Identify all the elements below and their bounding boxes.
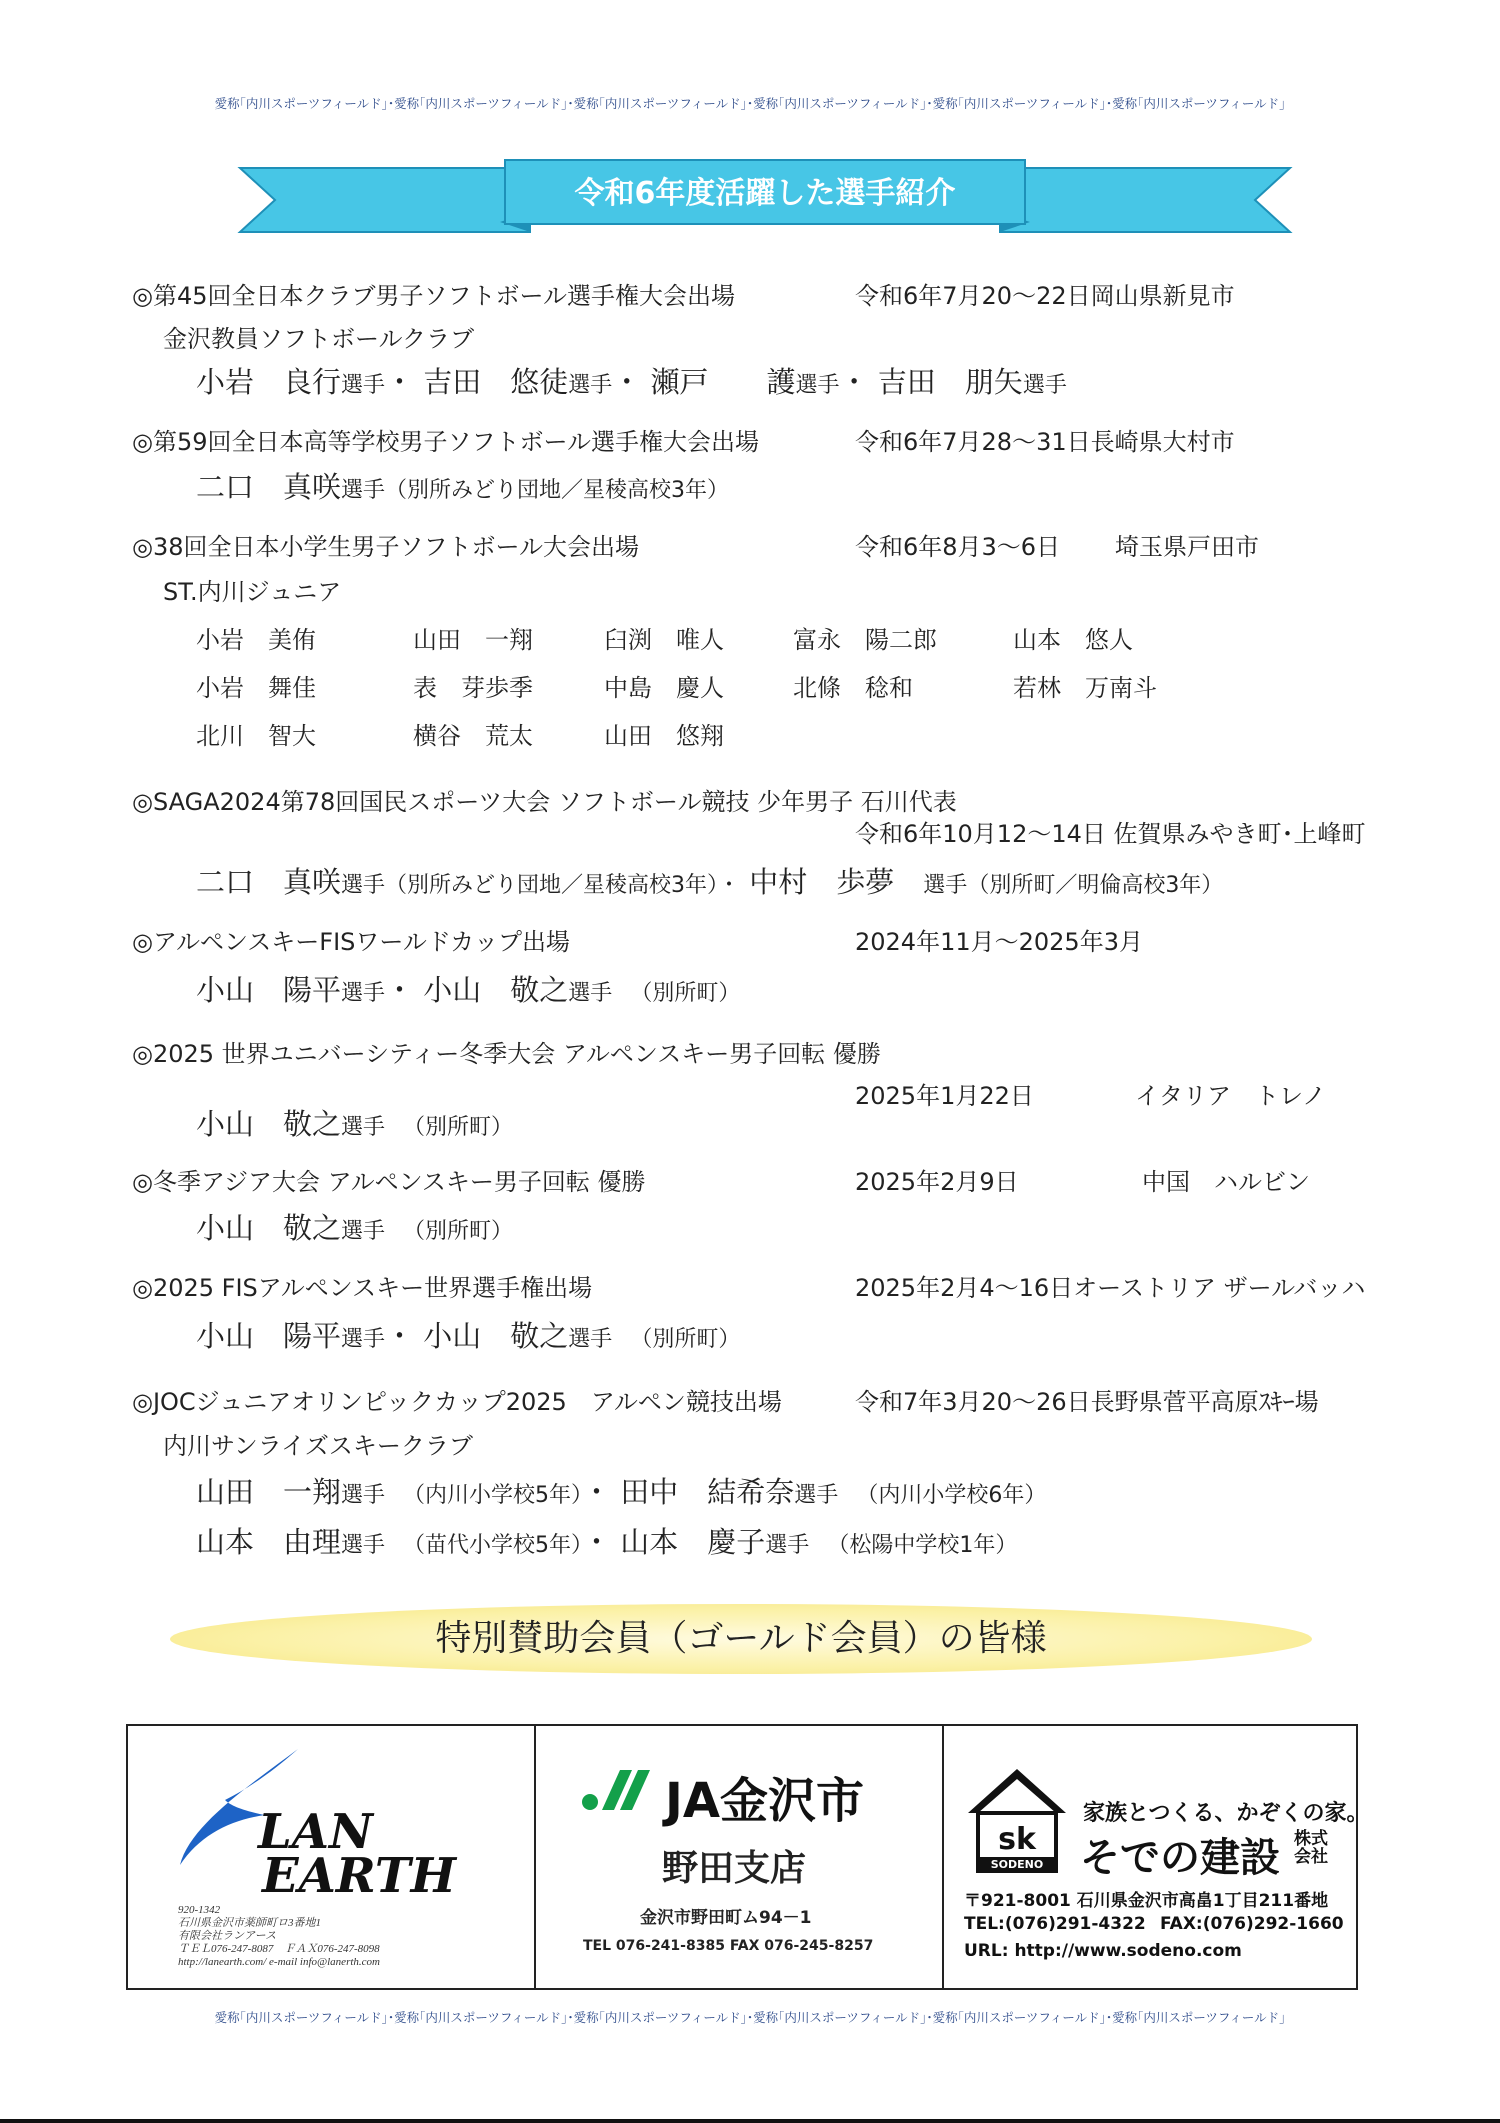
player-name: 山田 一翔 [196,1475,342,1509]
page-bottom-edge [0,2119,1500,2123]
player-list: 二口 真咲選手（別所みどり団地／星稜高校3年）・ 中村 歩夢 選手（別所町／明倫高校3年） [196,865,1224,899]
ja-address: 金沢市野田町ム94－1 [640,1908,812,1928]
event-title: ◎JOCジュニアオリンピックカップ2025 アルペン競技出場 [132,1388,782,1416]
junior-player: 北川 智大 [196,722,316,750]
sodeno-url: URL: http://www.sodeno.com [964,1941,1242,1961]
player-name: 小山 陽平 [196,1319,342,1353]
sodeno-name: そでの建設 [1080,1835,1280,1881]
event-place: 中国 ハルビン [1142,1168,1310,1196]
player-list: 小山 敬之選手 （別所町） [196,1211,514,1245]
event-date: 2025年2月9日 [855,1168,1019,1196]
player-name: 二口 真咲 [196,865,342,899]
svg-text:sk: sk [998,1822,1036,1857]
event-date: 2025年1月22日 [855,1082,1034,1110]
page-title: 令和6年度活躍した選手紹介 [574,176,956,211]
event-place: イタリア トレノ [1135,1082,1327,1110]
player-name: 山本 慶子 [620,1525,766,1559]
junior-player: 表 芽歩季 [413,674,533,702]
ja-branch: 野田支店 [662,1848,807,1889]
junior-player: 山本 悠人 [1013,626,1133,654]
event-title: ◎アルペンスキーFISワールドカップ出場 [132,928,570,956]
player-name: 小山 敬之 [423,1319,569,1353]
footer-tagline: 愛称｢内川スポーツフィールド｣･愛称｢内川スポーツフィールド｣･愛称｢内川スポーツフィールド｣･愛称｢内川スポーツフィールド｣･愛称｢内川スポーツフィールド｣･愛称｢内川スポーツフィールド｣ [214,2010,1286,2025]
player-name: 小山 敬之 [196,1107,342,1141]
junior-player: 若林 万南斗 [1013,674,1157,702]
player-list: 小山 敬之選手 （別所町） [196,1107,514,1141]
junior-player: 富永 陽二郎 [793,626,937,654]
lanearth-logo-lan: LAN [258,1804,373,1860]
sodeno-corp: 株式 会社 [1294,1829,1328,1867]
player-name: 小山 敬之 [423,973,569,1007]
player-name: 田中 結希奈 [620,1475,795,1509]
player-name: 吉田 悠徒 [423,365,569,399]
gold-members-banner: 特別賛助会員（ゴールド会員）の皆様 [170,1604,1312,1674]
junior-player: 臼渕 唯人 [604,626,724,654]
junior-player: 横谷 荒太 [413,722,533,750]
ja-tel: TEL 076-241-8385 FAX 076-245-8257 [583,1938,874,1954]
event-title: ◎38回全日本小学生男子ソフトボール大会出場 [132,533,639,561]
event-title: ◎SAGA2024第78回国民スポーツ大会 ソフトボール競技 少年男子 石川代表 [132,788,957,816]
player-list: 山田 一翔選手 （内川小学校5年）・ 田中 結希奈選手 （内川小学校6年） [196,1475,1047,1509]
event-date-place: 令和6年10月12～14日 佐賀県みやき町･上峰町 [855,820,1366,848]
sponsor-divider [942,1724,944,1988]
player-name: 中村 歩夢 [749,865,895,899]
ja-brand: JA金沢市 [665,1773,865,1829]
sodeno-tagline: 家族とつくる、かぞくの家。 [1083,1801,1369,1826]
player-list: 小山 陽平選手・ 小山 敬之選手 （別所町） [196,1319,741,1353]
junior-player: 小岩 舞佳 [196,674,316,702]
junior-player: 山田 悠翔 [604,722,724,750]
sodeno-mark: SODENO [990,1858,1044,1871]
player-name: 小山 陽平 [196,973,342,1007]
junior-player: 北條 稔和 [793,674,913,702]
event-date-place: 令和6年7月20～22日岡山県新見市 [855,282,1235,310]
junior-player: 中島 慶人 [604,674,724,702]
sodeno-address: 〒921-8001 石川県金沢市高畠1丁目211番地 [964,1891,1329,1911]
player-list: 二口 真咲選手（別所みどり団地／星稜高校3年） [196,470,730,504]
junior-player: 小岩 美侑 [196,626,316,654]
ja-logo-icon [580,1764,670,1814]
club-name: ST.内川ジュニア [163,578,342,606]
club-name: 内川サンライズスキークラブ [163,1432,473,1460]
event-date: 2024年11月～2025年3月 [855,928,1143,956]
player-list: 山本 由理選手 （苗代小学校5年）・ 山本 慶子選手 （松陽中学校1年） [196,1525,1018,1559]
player-list: 小山 陽平選手・ 小山 敬之選手 （別所町） [196,973,741,1007]
sponsor-divider [534,1724,536,1988]
event-date-place: 2025年2月4～16日オーストリア ザールバッハ [855,1274,1366,1302]
junior-player: 山田 一翔 [413,626,533,654]
player-name: 吉田 朋矢 [877,365,1023,399]
event-title: ◎2025 世界ユニバーシティー冬季大会 アルペンスキー男子回転 優勝 [132,1040,881,1068]
club-name: 金沢教員ソフトボールクラブ [163,325,475,353]
event-title: ◎2025 FISアルペンスキー世界選手権出場 [132,1274,593,1302]
event-title: ◎第59回全日本高等学校男子ソフトボール選手権大会出場 [132,428,759,456]
player-name: 瀬戸 護 [650,365,796,399]
event-date-place: 令和7年3月20～26日長野県菅平高原ｽｷｰ場 [855,1388,1319,1416]
event-title: ◎冬季アジア大会 アルペンスキー男子回転 優勝 [132,1168,646,1196]
event-title: ◎第45回全日本クラブ男子ソフトボール選手権大会出場 [132,282,735,310]
player-name: 二口 真咲 [196,470,342,504]
sodeno-fax: FAX:(076)292-1660 [1160,1914,1344,1934]
player-list: 小岩 良行選手・ 吉田 悠徒選手・ 瀬戸 護選手・ 吉田 朋矢選手 [196,365,1067,399]
player-name: 小岩 良行 [196,365,342,399]
lanearth-info: 920-1342 石川県金沢市薬師町ロ3番地1 有限会社ランアース ＴＥＬ076-247-8087 ＦＡＸ076-247-8098 http://lanearth.com/ e-mail info@lanerth.com [178,1904,380,1968]
event-place: 埼玉県戸田市 [1115,533,1259,561]
player-name: 山本 由理 [196,1525,342,1559]
player-name: 小山 敬之 [196,1211,342,1245]
event-date-place: 令和6年7月28～31日長崎県大村市 [855,428,1235,456]
sodeno-tel: TEL:(076)291-4322 [964,1914,1146,1934]
lanearth-logo-earth: EARTH [262,1848,456,1904]
event-date: 令和6年8月3～6日 [855,533,1061,561]
header-tagline: 愛称｢内川スポーツフィールド｣･愛称｢内川スポーツフィールド｣･愛称｢内川スポーツフィールド｣･愛称｢内川スポーツフィールド｣･愛称｢内川スポーツフィールド｣･愛称｢内川スポーツフィールド｣ [214,96,1286,111]
